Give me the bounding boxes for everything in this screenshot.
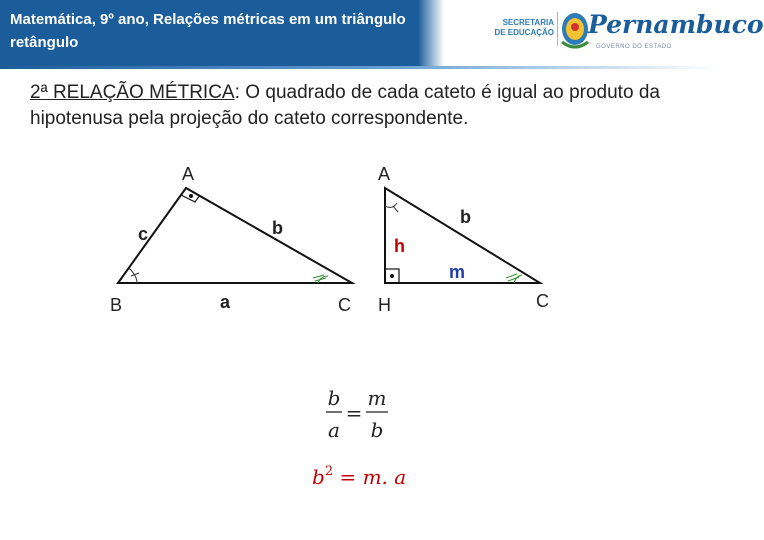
triangle-abc [118,188,352,283]
right-triangle [378,164,549,315]
secretaria-label: SECRETARIA DE EDUCAÇÃO [494,18,554,37]
proportion-formula [326,386,388,442]
vertex-c-label: C [338,295,351,315]
vertex-h-label: H [378,295,391,315]
left-triangle [110,164,352,315]
vertex-a-label: A [378,164,391,184]
page-title: Matemática, 9º ano, Relações métricas em um triângulo retângulo [10,11,406,51]
result-formula [312,464,406,489]
side-b-label: b [460,207,471,227]
result-exponent: 2 [324,464,334,479]
right-angle-dot [390,274,394,278]
equals-sign: = [345,401,363,425]
side-b-label: b [272,218,283,238]
ratio-left-numerator: b [327,386,341,410]
ratio-right-denominator: b [370,418,384,442]
brand-subtitle: GOVERNO DO ESTADO [596,44,672,50]
angle-c-tick [508,277,519,281]
vertex-c-label: C [536,291,549,311]
height-h-label: h [394,236,405,256]
result-base: b [312,465,325,489]
relation-colon: : [234,82,240,103]
brand-wordmark: Pernambuco [588,10,764,39]
ratio-left-denominator: a [328,418,340,442]
projection-m-label: m [449,262,466,282]
right-angle-dot [189,194,193,198]
ratio-right-numerator: m [367,386,387,410]
relation-text: O quadrado de cada cateto é igual ao produto da hipotenusa pela projeção do cateto correspondente. [30,82,660,129]
relation-label: 2ª RELAÇÃO MÉTRICA [30,82,235,103]
angle-c-arc [514,275,522,283]
angle-c-tick [506,274,517,278]
vertex-a-label: A [182,164,195,184]
vertex-b-label: B [110,295,123,315]
result-formula-text [312,464,406,489]
result-rhs: = m. a [333,465,407,489]
side-c-label: c [138,224,149,244]
side-a-label: a [220,292,231,312]
angle-a-tick [393,206,398,212]
angle-a-arc [385,203,397,207]
